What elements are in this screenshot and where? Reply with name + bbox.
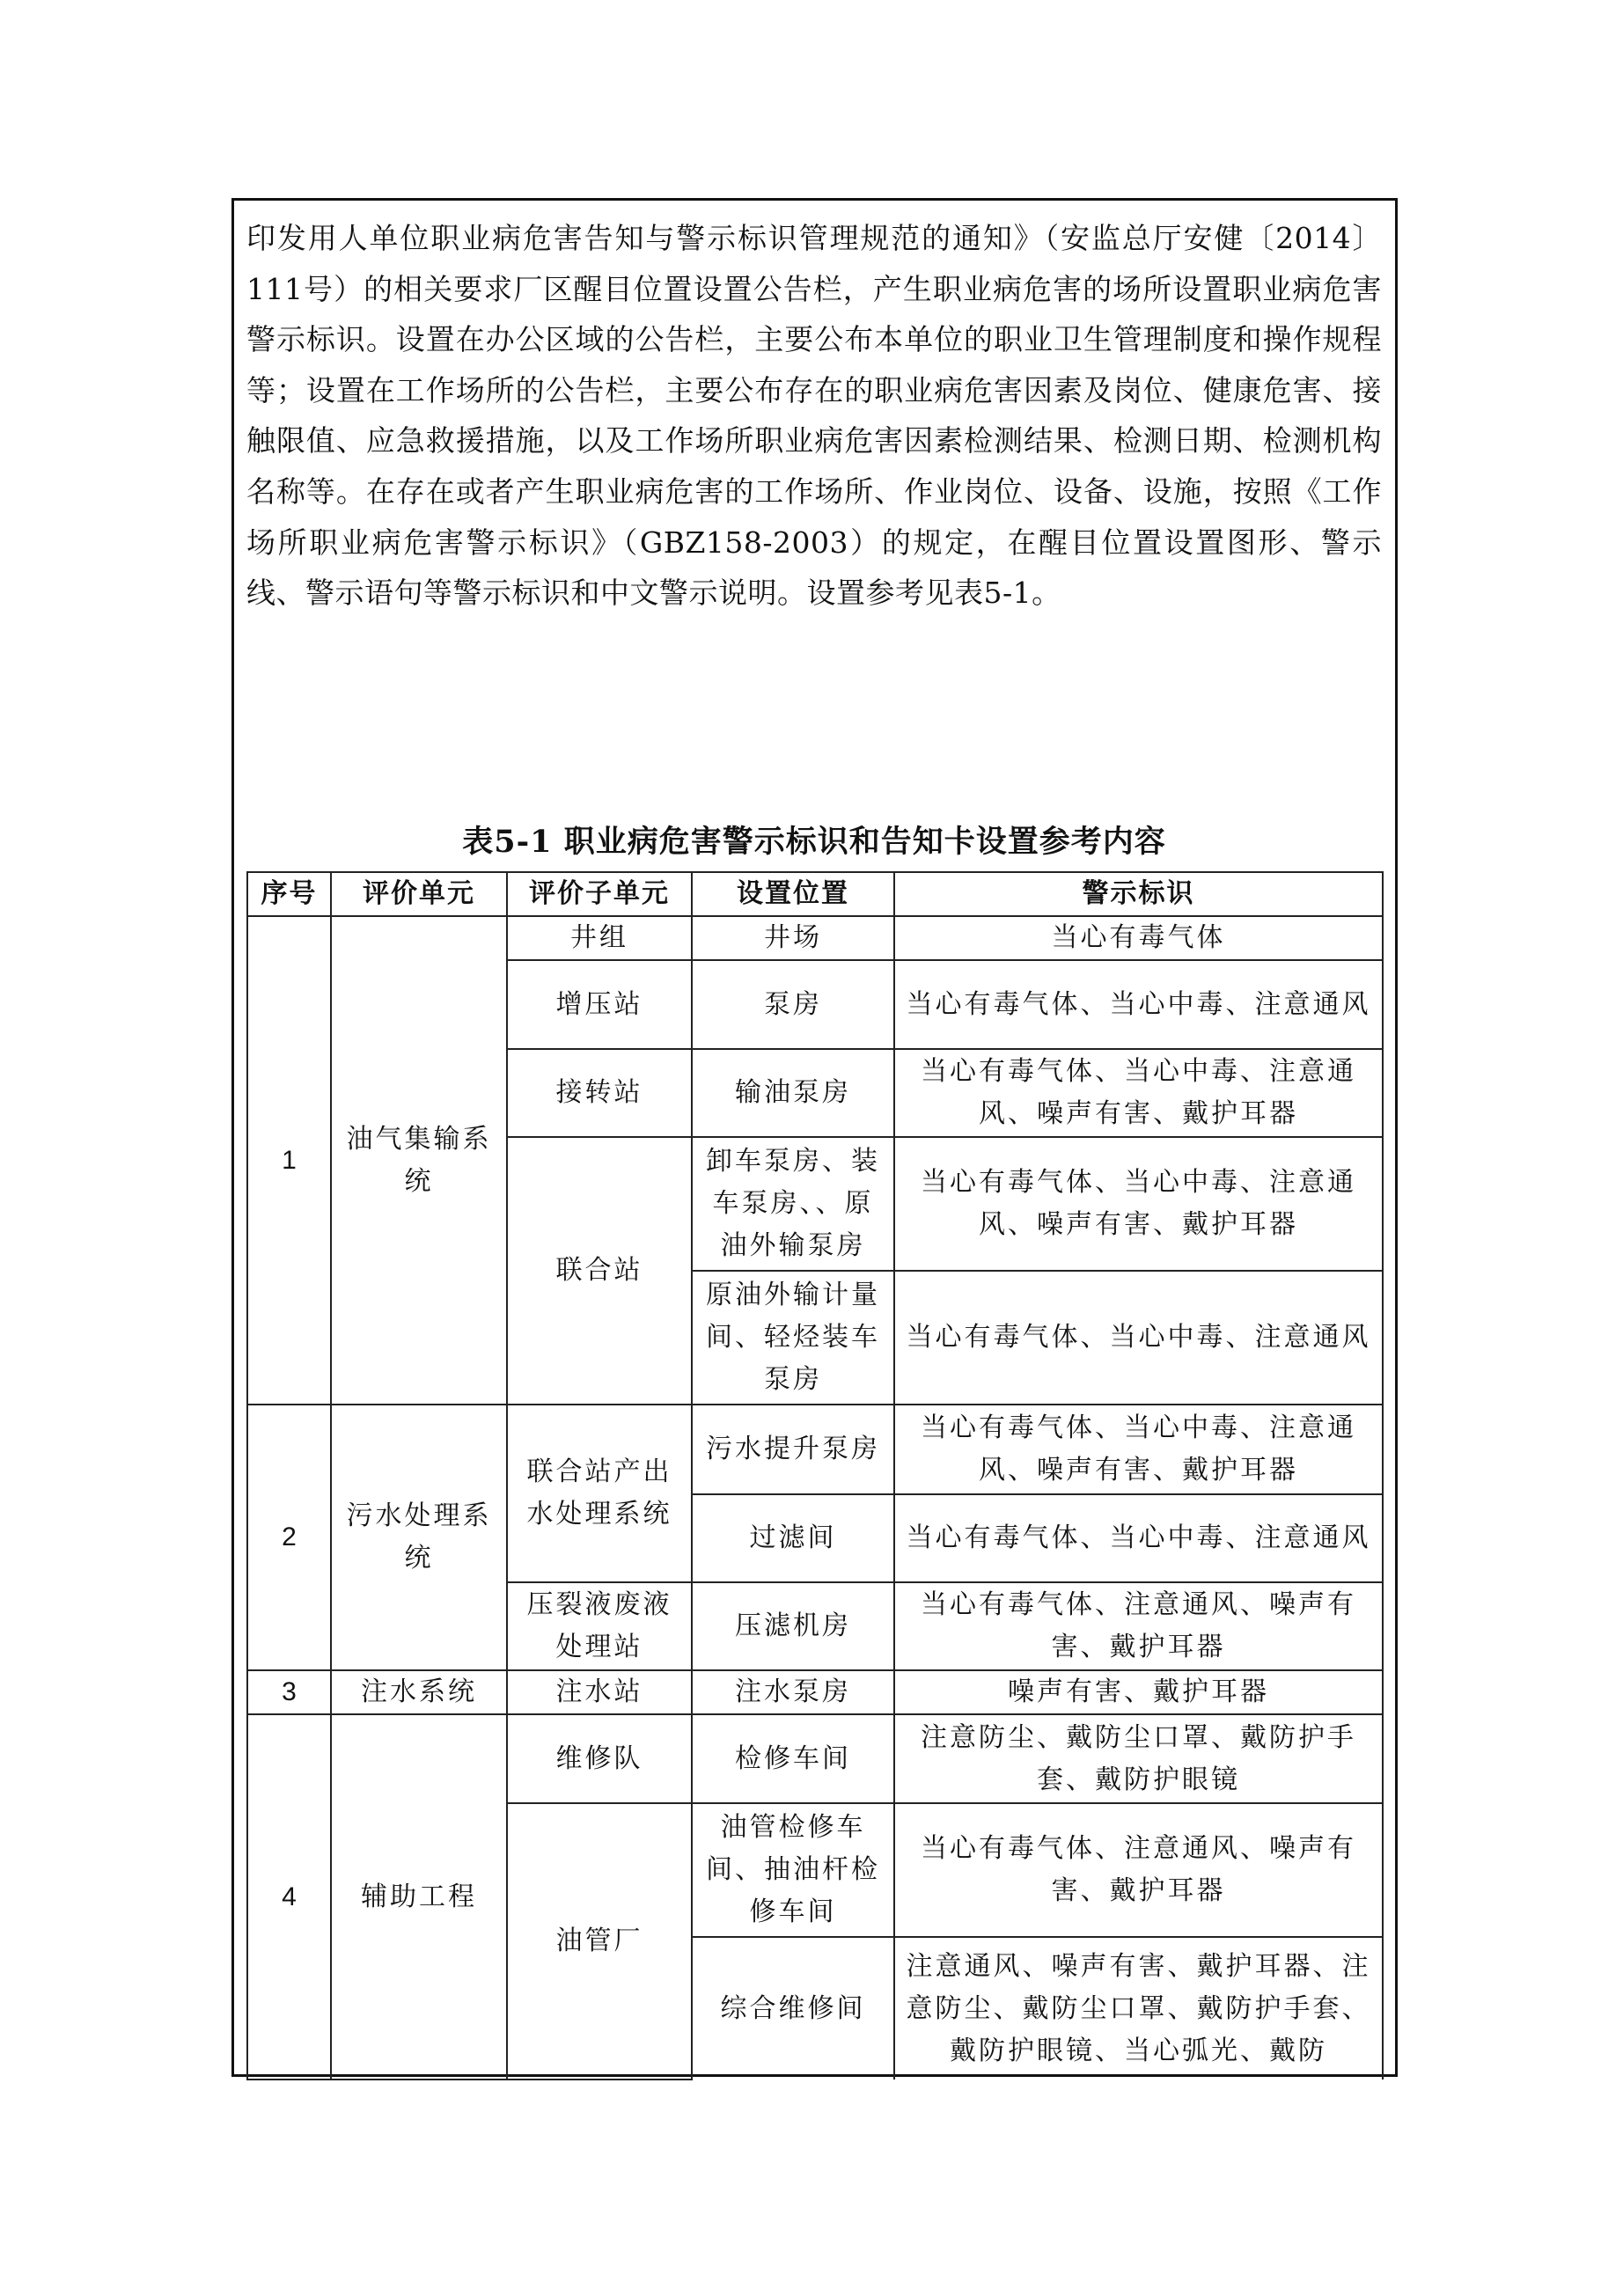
row-unit: 注水系统: [331, 1670, 507, 1714]
row-location: 泵房: [692, 960, 894, 1049]
row-location: 综合维修间: [692, 1937, 894, 2080]
row-subunit: 油管厂: [507, 1803, 692, 2080]
row-location: 卸车泵房、装车泵房、、原油外输泵房: [692, 1137, 894, 1271]
row-no: 2: [247, 1405, 331, 1670]
row-sign: 注意通风、噪声有害、戴护耳器、注意防尘、戴防尘口罩、戴防护手套、戴防护眼镜、当心弧光、戴防: [894, 1937, 1383, 2080]
row-location: 井场: [692, 916, 894, 960]
row-sign: 当心有毒气体、当心中毒、注意通风、噪声有害、戴护耳器: [894, 1405, 1383, 1494]
row-location: 油管检修车间、抽油杆检修车间: [692, 1803, 894, 1937]
row-sign: 当心有毒气体、当心中毒、注意通风、噪声有害、戴护耳器: [894, 1049, 1383, 1137]
table-row: [247, 1670, 1383, 1714]
header-unit: 评价单元: [331, 872, 507, 916]
table-header-row: [247, 872, 1383, 916]
row-subunit: 联合站产出水处理系统: [507, 1405, 692, 1582]
row-subunit: 接转站: [507, 1049, 692, 1137]
body-paragraph: [246, 213, 1382, 619]
table-caption: 表5-1 职业病危害警示标识和告知卡设置参考内容: [462, 824, 1166, 860]
row-location: 压滤机房: [692, 1582, 894, 1670]
row-subunit: 注水站: [507, 1670, 692, 1714]
row-sign: 当心有毒气体、当心中毒、注意通风: [894, 1271, 1383, 1405]
row-location: 过滤间: [692, 1494, 894, 1582]
row-sign: 注意防尘、戴防尘口罩、戴防护手套、戴防护眼镜: [894, 1714, 1383, 1803]
paragraph-text: 印发用人单位职业病危害告知与警示标识管理规范的通知》（安监总厅安健〔2014〕111号）的相关要求厂区醒目位置设置公告栏，产生职业病危害的场所设置职业病危害警示标识。设置在办公区域的公告栏，主要公布本单位的职业卫生管理制度和操作规程等；设置在工作场所的公告栏，主要公布存在的职业病危害因素及岗位、健康危害、接触限值、应急救援措施，以及工作场所职业病危害因素检测结果、检测日期、检测机构名称等。在存在或者产生职业病危害的工作场所、作业岗位、设备、设施，按照《工作场所职业病危害警示标识》（GBZ158-2003）的规定，在醒目位置设置图形、警示线、警示语句等警示标识和中文警示说明。设置参考见表5-1。: [246, 221, 1382, 611]
row-sign: 当心有毒气体、当心中毒、注意通风: [894, 960, 1383, 1049]
row-unit: 污水处理系统: [331, 1405, 507, 1670]
row-sign: 当心有毒气体、当心中毒、注意通风: [894, 1494, 1383, 1582]
row-subunit: 压裂液废液处理站: [507, 1582, 692, 1670]
row-subunit: 维修队: [507, 1714, 692, 1803]
header-location: 设置位置: [692, 872, 894, 916]
header-no: 序号: [247, 872, 331, 916]
table-row: [247, 1405, 1383, 1494]
row-location: 原油外输计量间、轻烃装车泵房: [692, 1271, 894, 1405]
row-subunit: 增压站: [507, 960, 692, 1049]
row-sign: 当心有毒气体、注意通风、噪声有害、戴护耳器: [894, 1803, 1383, 1937]
row-sign: 当心有毒气体: [894, 916, 1383, 960]
row-location: 污水提升泵房: [692, 1405, 894, 1494]
row-location: 输油泵房: [692, 1049, 894, 1137]
row-subunit: 联合站: [507, 1137, 692, 1405]
table-row: [247, 1714, 1383, 1803]
row-unit: 辅助工程: [331, 1714, 507, 2080]
warning-sign-table: [246, 871, 1384, 2080]
row-location: 检修车间: [692, 1714, 894, 1803]
table-row: [247, 916, 1383, 960]
row-unit: 油气集输系统: [331, 916, 507, 1405]
row-location: 注水泵房: [692, 1670, 894, 1714]
header-sign: 警示标识: [894, 872, 1383, 916]
row-sign: 当心有毒气体、注意通风、噪声有害、戴护耳器: [894, 1582, 1383, 1670]
row-no: 1: [247, 916, 331, 1405]
row-no: 3: [247, 1670, 331, 1714]
row-sign: 当心有毒气体、当心中毒、注意通风、噪声有害、戴护耳器: [894, 1137, 1383, 1271]
row-sign: 噪声有害、戴护耳器: [894, 1670, 1383, 1714]
row-no: 4: [247, 1714, 331, 2080]
header-subunit: 评价子单元: [507, 872, 692, 916]
row-subunit: 井组: [507, 916, 692, 960]
